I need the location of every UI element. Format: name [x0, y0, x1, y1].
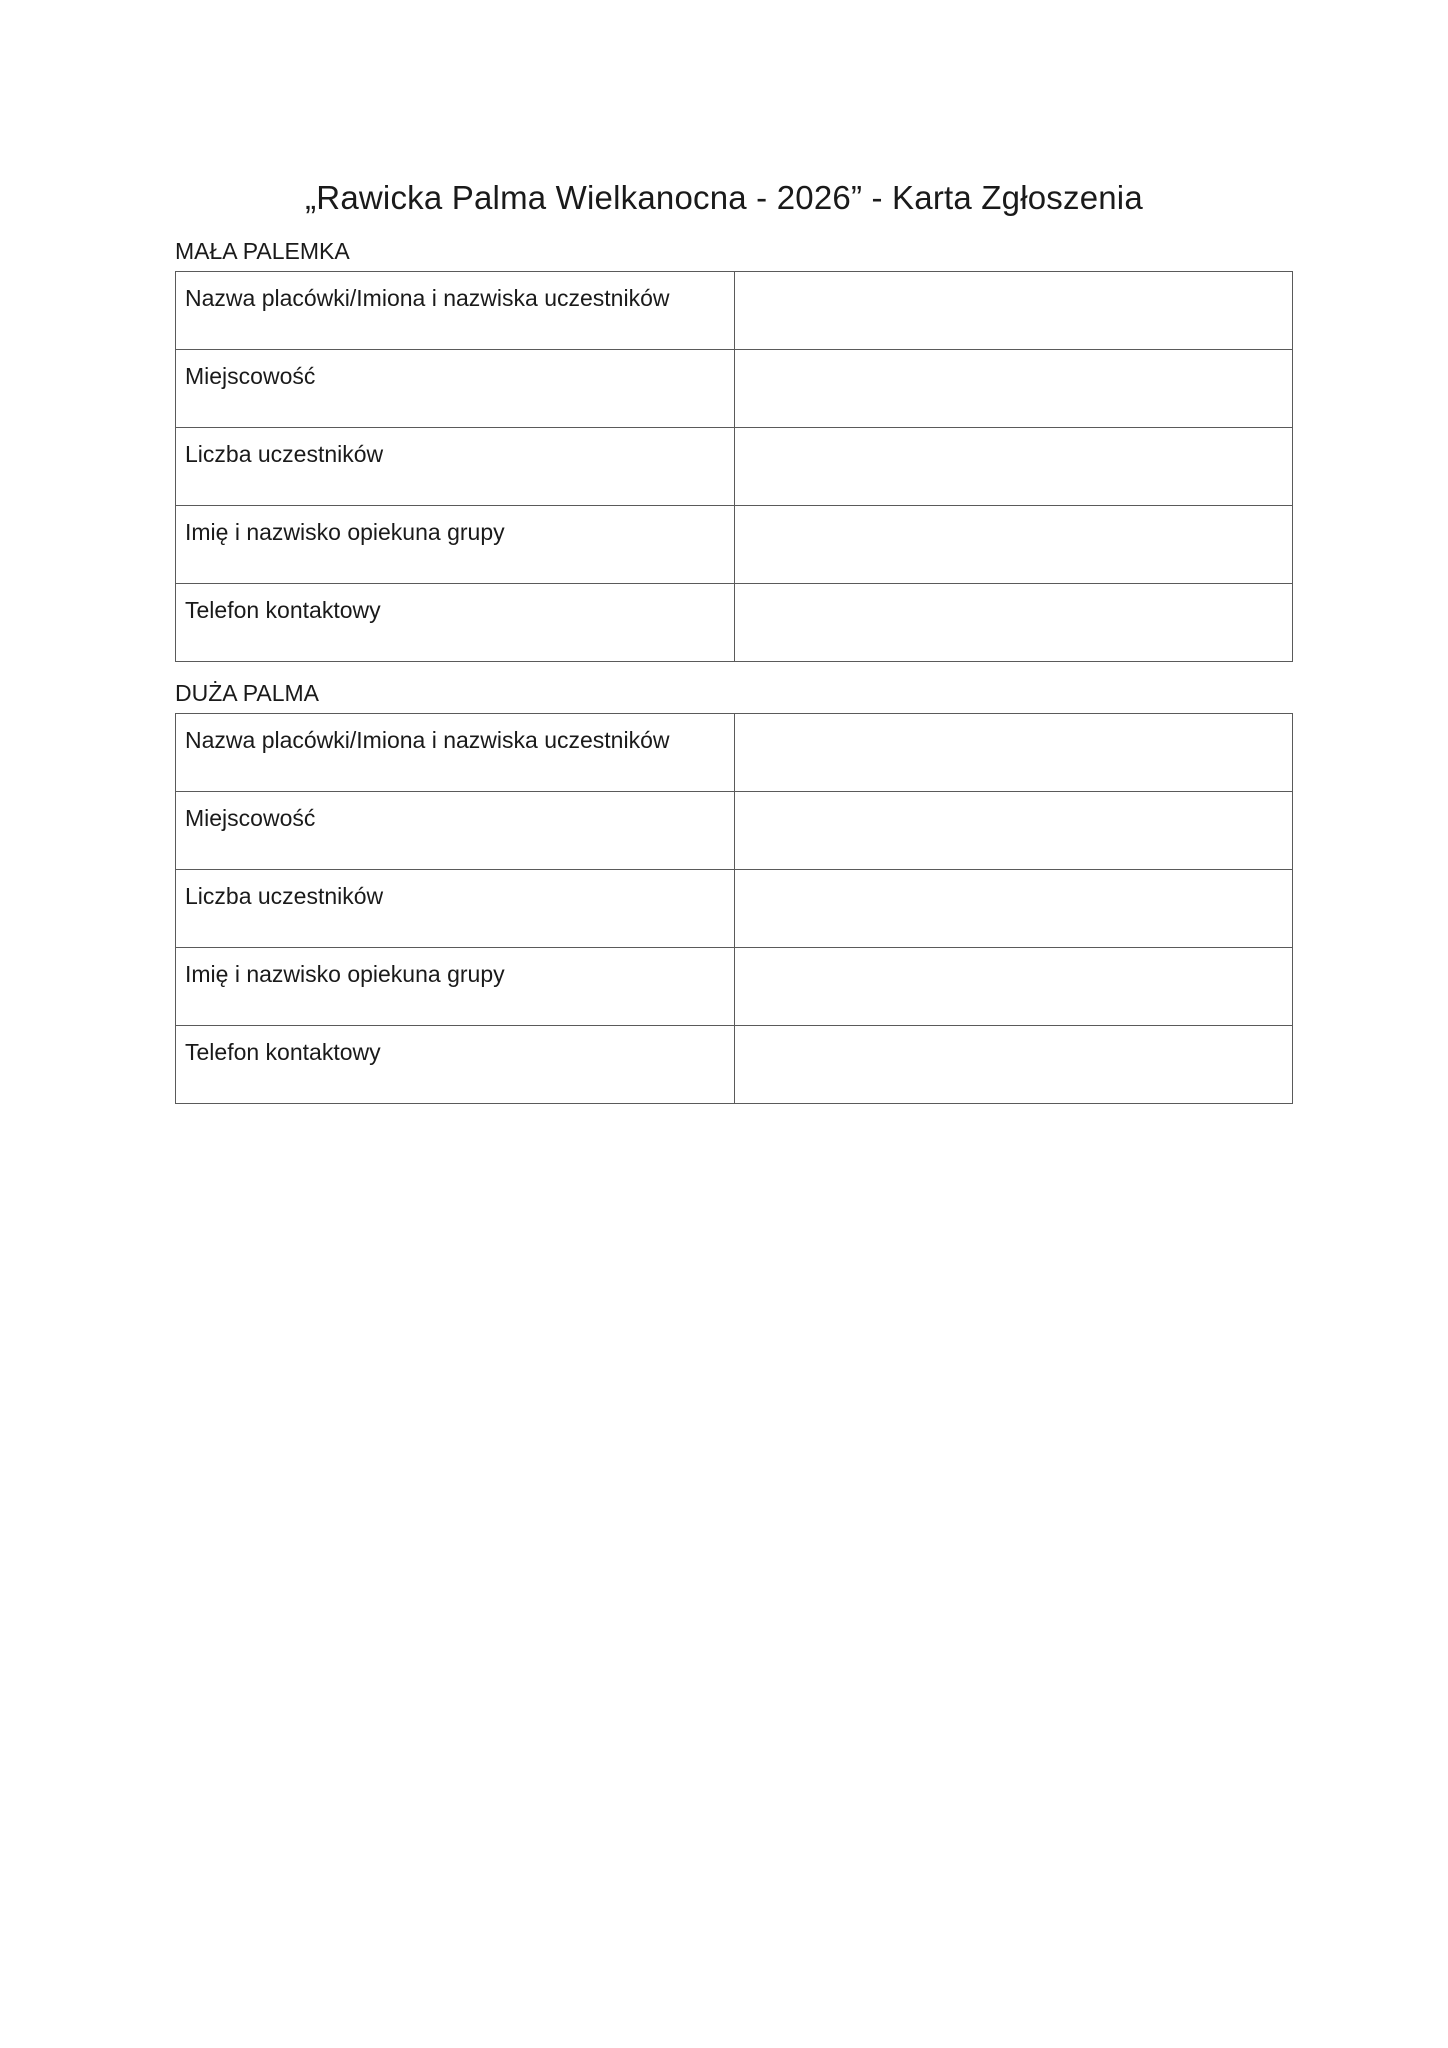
field-value-participant-count[interactable]: [735, 870, 1293, 948]
table-row: [176, 272, 1293, 350]
section-heading-mala-palemka: MAŁA PALEMKA: [175, 238, 350, 264]
field-label-participant-count: Liczba uczestników: [176, 870, 735, 948]
field-value-locality[interactable]: [735, 792, 1293, 870]
field-value-institution-names[interactable]: [735, 714, 1293, 792]
field-value-contact-phone[interactable]: [735, 584, 1293, 662]
field-label-institution-names: Nazwa placówki/Imiona i nazwiska uczestników: [176, 714, 735, 792]
field-label-locality: Miejscowość: [176, 792, 735, 870]
table-row: [176, 350, 1293, 428]
field-label-guardian-name: Imię i nazwisko opiekuna grupy: [176, 948, 735, 1026]
field-label-guardian-name: Imię i nazwisko opiekuna grupy: [176, 506, 735, 584]
table-row: [176, 792, 1293, 870]
field-value-institution-names[interactable]: [735, 272, 1293, 350]
table-row: [176, 428, 1293, 506]
field-value-guardian-name[interactable]: [735, 506, 1293, 584]
field-label-contact-phone: Telefon kontaktowy: [176, 584, 735, 662]
field-value-locality[interactable]: [735, 350, 1293, 428]
field-label-institution-names: Nazwa placówki/Imiona i nazwiska uczestników: [176, 272, 735, 350]
field-label-contact-phone: Telefon kontaktowy: [176, 1026, 735, 1104]
form-table-duza-palma: [175, 713, 1293, 1104]
table-row: [176, 1026, 1293, 1104]
section-heading-duza-palma: DUŻA PALMA: [175, 680, 319, 706]
field-label-locality: Miejscowość: [176, 350, 735, 428]
field-label-participant-count: Liczba uczestników: [176, 428, 735, 506]
page-title: „Rawicka Palma Wielkanocna - 2026” - Karta Zgłoszenia: [305, 179, 1143, 216]
table-row: [176, 870, 1293, 948]
table-row: [176, 584, 1293, 662]
table-row: [176, 948, 1293, 1026]
field-value-participant-count[interactable]: [735, 428, 1293, 506]
table-row: [176, 506, 1293, 584]
field-value-contact-phone[interactable]: [735, 1026, 1293, 1104]
form-table-mala-palemka: [175, 271, 1293, 662]
table-row: [176, 714, 1293, 792]
field-value-guardian-name[interactable]: [735, 948, 1293, 1026]
